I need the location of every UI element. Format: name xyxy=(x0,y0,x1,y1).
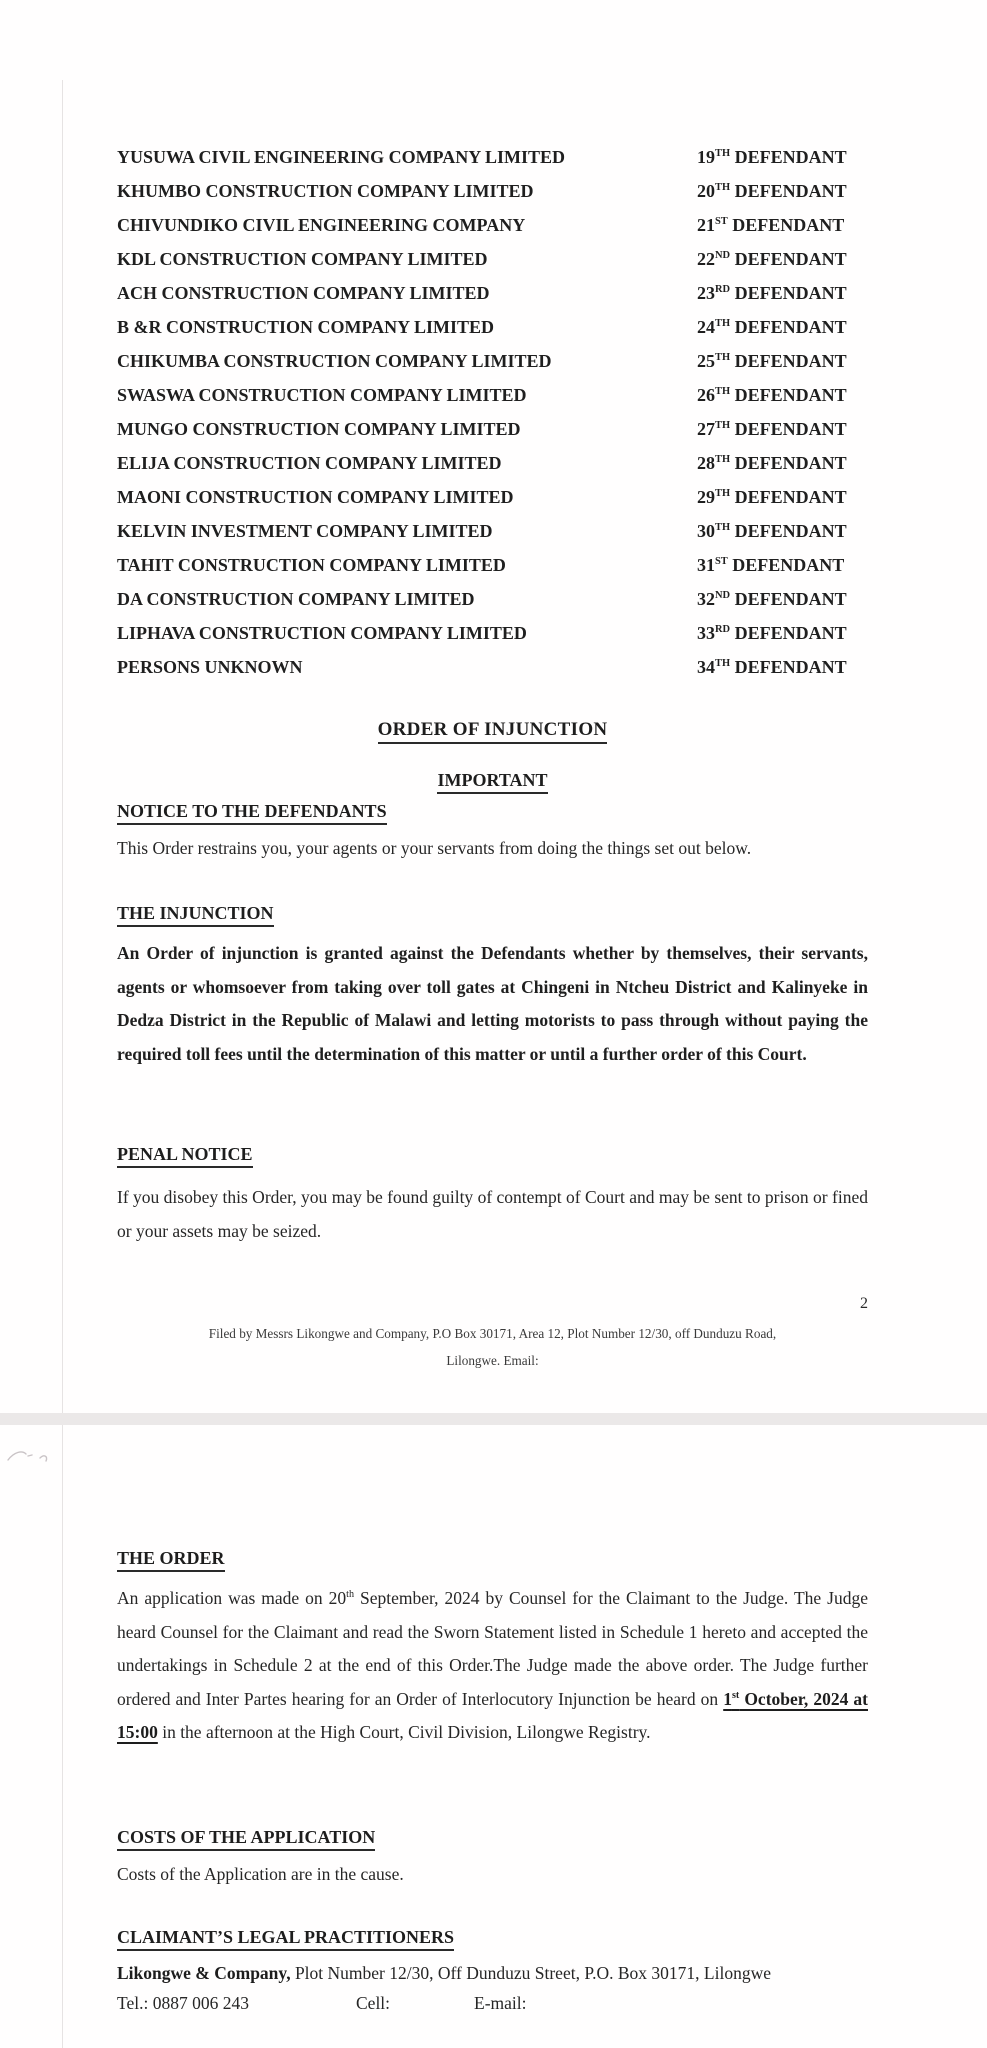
costs-heading: COSTS OF THE APPLICATION xyxy=(117,1827,868,1851)
defendant-ordinal: 31ST DEFENDANT xyxy=(697,555,845,575)
defendant-ordinal: 30TH DEFENDANT xyxy=(697,521,847,541)
defendant-label: DEFENDANT xyxy=(734,385,847,405)
defendant-row xyxy=(117,140,868,174)
filing-footer-line1: Filed by Messrs Likongwe and Company, P.O Box 30171, Area 12, Plot Number 12/30, off Dunduzu Road, xyxy=(208,1326,777,1341)
defendant-label: DEFENDANT xyxy=(734,181,847,201)
defendant-label: DEFENDANT xyxy=(734,283,847,303)
defendant-name: B &R CONSTRUCTION COMPANY LIMITED xyxy=(117,317,495,337)
defendant-ordinal: 25TH DEFENDANT xyxy=(697,351,847,371)
defendant-name: YUSUWA CIVIL ENGINEERING COMPANY LIMITED xyxy=(117,147,566,167)
defendant-name: TAHIT CONSTRUCTION COMPANY LIMITED xyxy=(117,555,506,575)
defendant-name: SWASWA CONSTRUCTION COMPANY LIMITED xyxy=(117,385,527,405)
defendant-row xyxy=(117,310,868,344)
defendant-ordinal: 33RD DEFENDANT xyxy=(697,623,847,643)
order-of-injunction-title: ORDER OF INJUNCTION xyxy=(117,719,868,744)
defendant-row xyxy=(117,514,868,548)
tel-label: Tel.: 0887 006 243 xyxy=(117,1993,249,2013)
order-heading: THE ORDER xyxy=(117,1548,868,1572)
filing-footer-line2: Lilongwe. Email: xyxy=(446,1353,539,1368)
filing-footer xyxy=(117,1320,868,1374)
defendant-label: DEFENDANT xyxy=(734,147,847,167)
defendant-ordinal: 24TH DEFENDANT xyxy=(697,317,847,337)
defendant-name: ELIJA CONSTRUCTION COMPANY LIMITED xyxy=(117,453,502,473)
defendant-label: DEFENDANT xyxy=(734,657,847,677)
defendant-name: DA CONSTRUCTION COMPANY LIMITED xyxy=(117,589,475,609)
defendant-ordinal: 19TH DEFENDANT xyxy=(697,147,847,167)
defendant-ordinal: 34TH DEFENDANT xyxy=(697,657,847,677)
defendant-label: DEFENDANT xyxy=(734,453,847,473)
defendant-row xyxy=(117,344,868,378)
defendant-row xyxy=(117,480,868,514)
defendant-label: DEFENDANT xyxy=(734,317,847,337)
defendant-name: PERSONS UNKNOWN xyxy=(117,657,303,677)
defendant-label: DEFENDANT xyxy=(734,249,847,269)
defendant-row xyxy=(117,174,868,208)
defendant-row xyxy=(117,378,868,412)
contacts-row xyxy=(117,1993,868,2021)
defendant-label: DEFENDANT xyxy=(734,589,847,609)
practitioners-text: Likongwe & Company, Plot Number 12/30, Off Dunduzu Street, P.O. Box 30171, Lilongwe xyxy=(117,1963,771,1983)
defendant-name: CHIKUMBA CONSTRUCTION COMPANY LIMITED xyxy=(117,351,552,371)
notice-heading: NOTICE TO THE DEFENDANTS xyxy=(117,801,868,825)
defendant-label: DEFENDANT xyxy=(734,351,847,371)
defendant-name: ACH CONSTRUCTION COMPANY LIMITED xyxy=(117,283,490,303)
defendant-label: DEFENDANT xyxy=(732,215,845,235)
defendant-row xyxy=(117,242,868,276)
defendant-ordinal: 28TH DEFENDANT xyxy=(697,453,847,473)
defendant-ordinal: 20TH DEFENDANT xyxy=(697,181,847,201)
defendant-ordinal: 29TH DEFENDANT xyxy=(697,487,847,507)
defendant-ordinal: 23RD DEFENDANT xyxy=(697,283,847,303)
defendant-row xyxy=(117,208,868,242)
defendant-ordinal: 22ND DEFENDANT xyxy=(697,249,847,269)
defendant-ordinal: 32ND DEFENDANT xyxy=(697,589,847,609)
defendant-row xyxy=(117,276,868,310)
defendant-name: LIPHAVA CONSTRUCTION COMPANY LIMITED xyxy=(117,623,527,643)
page-number: 2 xyxy=(860,1295,868,1312)
penal-text: If you disobey this Order, you may be found guilty of contempt of Court and may be sent to prison or fined or your assets may be seized. xyxy=(117,1187,868,1241)
defendant-ordinal: 27TH DEFENDANT xyxy=(697,419,847,439)
costs-text: Costs of the Application are in the cause. xyxy=(117,1864,404,1884)
important-heading: IMPORTANT xyxy=(117,770,868,794)
defendant-name: MAONI CONSTRUCTION COMPANY LIMITED xyxy=(117,487,514,507)
defendant-row xyxy=(117,446,868,480)
defendant-row xyxy=(117,616,868,650)
defendant-label: DEFENDANT xyxy=(734,623,847,643)
defendant-name: CHIVUNDIKO CIVIL ENGINEERING COMPANY xyxy=(117,215,526,235)
pen-mark-icon xyxy=(6,1444,58,1468)
defendant-name: KDL CONSTRUCTION COMPANY LIMITED xyxy=(117,249,488,269)
defendant-ordinal: 21ST DEFENDANT xyxy=(697,215,845,235)
defendant-label: DEFENDANT xyxy=(732,555,845,575)
page-separator xyxy=(0,1413,987,1425)
email-label: E-mail: xyxy=(474,1993,527,2013)
order-text: An application was made on 20th September, 2024 by Counsel for the Claimant to the Judge. The Judge heard Counsel for the Claimant and read the Sworn Statement listed in Schedule 1 hereto and accepted the undertakings in Schedule 2 at the end of this Order.The Judge made the above order. The Judge further ordered and Inter Partes hearing for an Order of Interlocutory Injunction be heard on 1st October, 2024 at 15:00 in the afternoon at the High Court, Civil Division, Lilongwe Registry. xyxy=(117,1588,868,1742)
defendant-name: KHUMBO CONSTRUCTION COMPANY LIMITED xyxy=(117,181,534,201)
notice-text: This Order restrains you, your agents or your servants from doing the things set out below. xyxy=(117,838,752,858)
defendant-row xyxy=(117,582,868,616)
defendant-name: KELVIN INVESTMENT COMPANY LIMITED xyxy=(117,521,493,541)
defendant-ordinal: 26TH DEFENDANT xyxy=(697,385,847,405)
page-edge-shadow xyxy=(62,80,63,2048)
injunction-text: An Order of injunction is granted against the Defendants whether by themselves, their servants, agents or whomsoever from taking over toll gates at Chingeni in Ntcheu District and Kalinyeke in Dedza District in the Republic of Malawi and letting motorists to pass through without paying the required toll fees until the determination of this matter or until a further order of this Court. xyxy=(117,943,868,1064)
defendant-row xyxy=(117,650,868,684)
defendant-name: MUNGO CONSTRUCTION COMPANY LIMITED xyxy=(117,419,521,439)
defendant-label: DEFENDANT xyxy=(734,419,847,439)
defendant-label: DEFENDANT xyxy=(734,487,847,507)
injunction-heading: THE INJUNCTION xyxy=(117,903,868,927)
defendant-row xyxy=(117,548,868,582)
defendants-list xyxy=(117,140,868,684)
defendant-row xyxy=(117,412,868,446)
cell-label: Cell: xyxy=(356,1993,391,2013)
defendant-label: DEFENDANT xyxy=(734,521,847,541)
penal-heading: PENAL NOTICE xyxy=(117,1144,868,1168)
practitioners-heading: CLAIMANT’S LEGAL PRACTITIONERS xyxy=(117,1927,868,1951)
